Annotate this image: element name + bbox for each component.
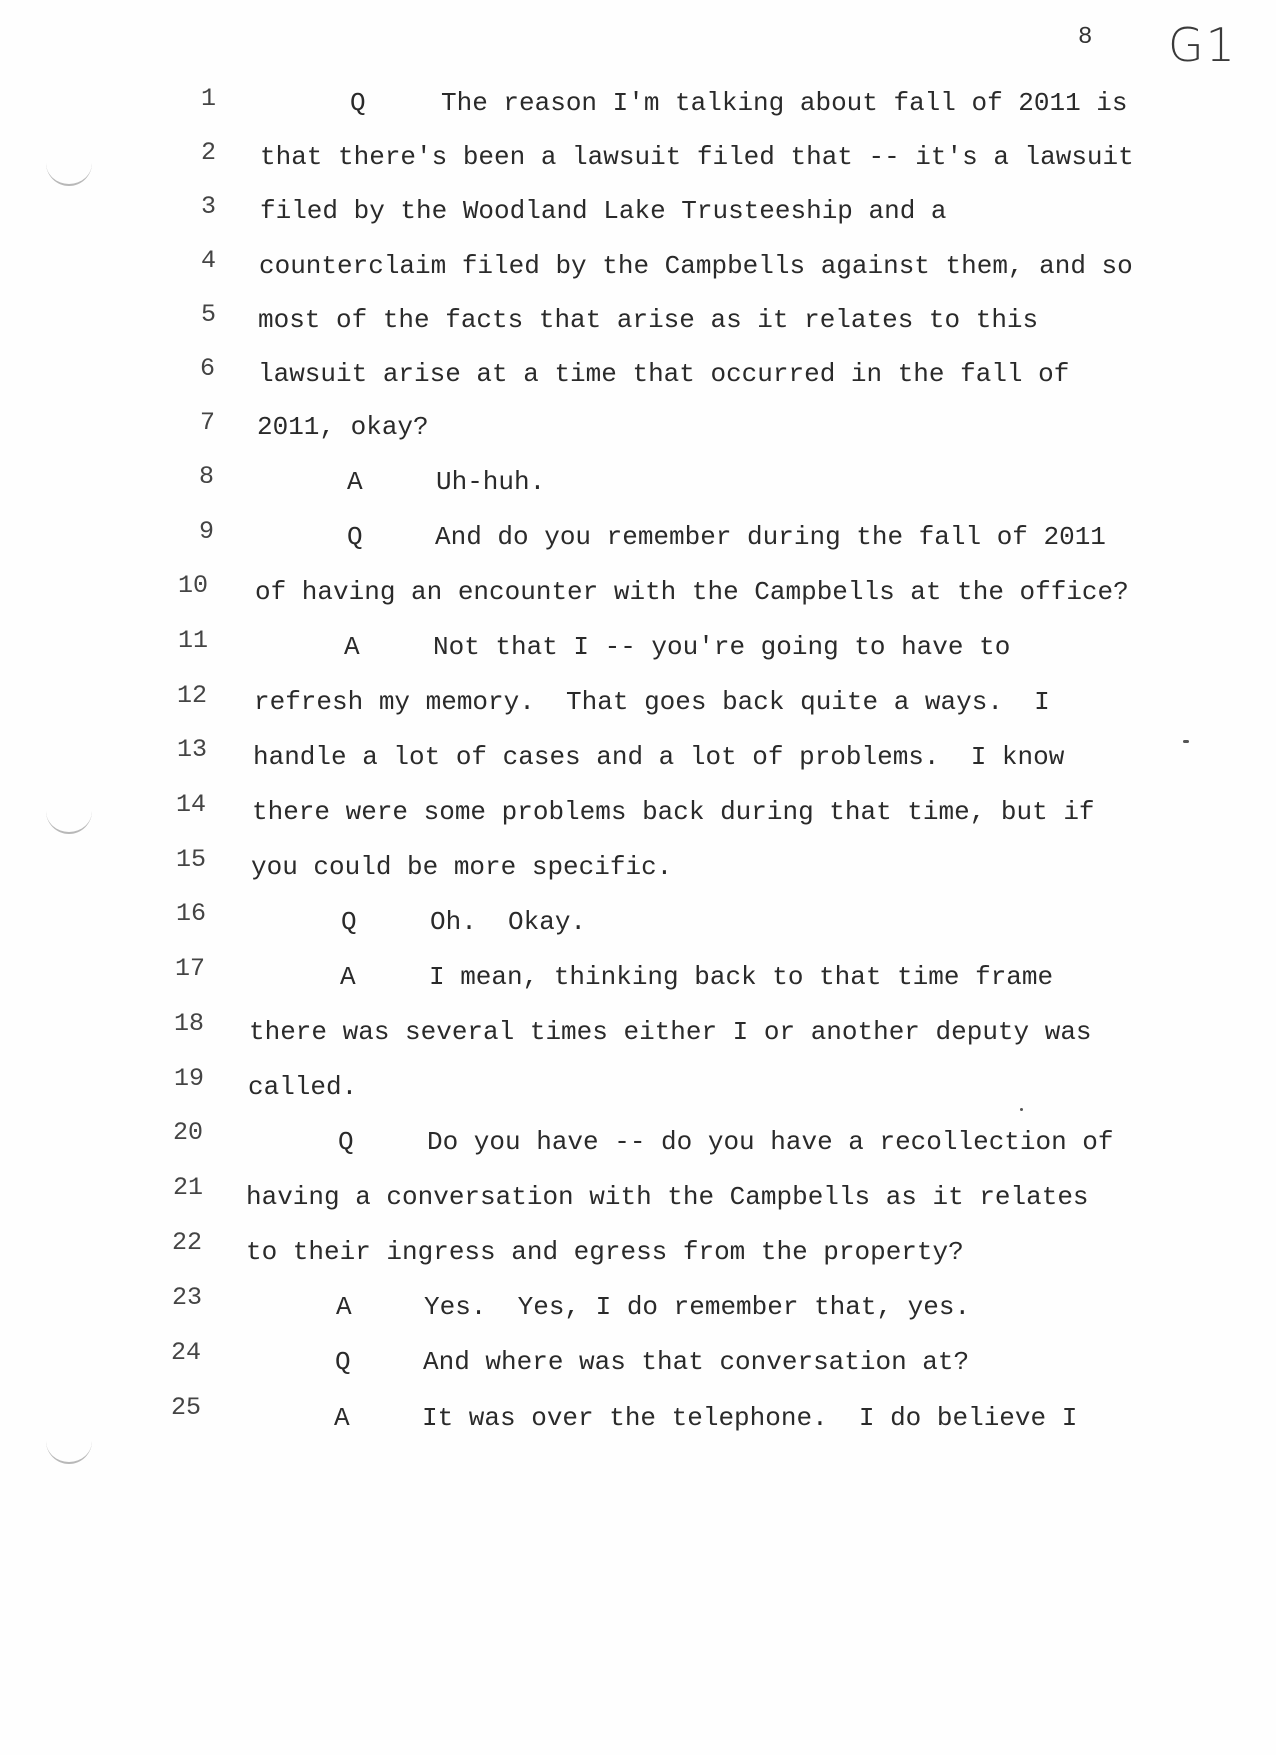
page-number: 8 [1078, 24, 1093, 51]
line-text: filed by the Woodland Lake Trusteeship and a [260, 196, 947, 226]
line-text: 2011, okay? [257, 412, 429, 442]
line-number: 13 [176, 735, 207, 764]
line-text: you could be more specific. [251, 852, 673, 882]
line-number: 15 [175, 845, 206, 874]
speaker-label: Q [335, 1347, 351, 1377]
line-text: counterclaim filed by the Campbells against them, and so [259, 251, 1133, 281]
line-text: refresh my memory. That goes back quite a ways. I [254, 687, 1050, 717]
line-number: 22 [171, 1228, 202, 1257]
line-number: 17 [174, 954, 205, 983]
punch-hole-mark [46, 160, 92, 186]
line-text: having a conversation with the Campbells as it relates [246, 1182, 1089, 1212]
scan-speck [1020, 1108, 1023, 1111]
line-number: 14 [175, 790, 206, 819]
speaker-label: A [340, 962, 356, 992]
speaker-label: A [334, 1403, 350, 1433]
line-number: 3 [200, 192, 216, 221]
line-number: 25 [170, 1393, 201, 1422]
line-text: The reason I'm talking about fall of 2011 is [441, 88, 1128, 118]
line-number: 23 [171, 1283, 202, 1312]
line-number: 2 [200, 138, 216, 167]
line-text: And do you remember during the fall of 2011 [435, 522, 1106, 552]
speaker-label: A [344, 632, 360, 662]
line-number: 19 [173, 1064, 204, 1093]
line-text: Do you have -- do you have a recollection of [427, 1127, 1114, 1157]
line-number: 9 [198, 517, 214, 546]
line-number: 11 [177, 626, 208, 655]
speaker-label: Q [338, 1127, 354, 1157]
line-text: there was several times either I or another deputy was [249, 1017, 1092, 1047]
line-number: 20 [172, 1118, 203, 1147]
punch-hole-mark [46, 1438, 92, 1464]
line-text: called. [248, 1072, 358, 1102]
scan-speck [1183, 740, 1189, 743]
line-number: 10 [177, 571, 208, 600]
line-number: 8 [198, 462, 214, 491]
line-number: 5 [200, 300, 216, 329]
line-text: handle a lot of cases and a lot of problems. I know [253, 742, 1065, 772]
punch-hole-mark [46, 808, 92, 834]
line-text: Not that I -- you're going to have to [433, 632, 1011, 662]
line-text: most of the facts that arise as it relates to this [258, 305, 1039, 335]
line-text: Oh. Okay. [430, 907, 587, 937]
line-number: 18 [173, 1009, 204, 1038]
line-number: 4 [200, 246, 216, 275]
line-text: to their ingress and egress from the property? [246, 1237, 964, 1267]
line-text: I mean, thinking back to that time frame [429, 962, 1054, 992]
line-text: It was over the telephone. I do believe I [422, 1403, 1078, 1433]
speaker-label: Q [341, 907, 357, 937]
exhibit-mark-handwritten: G1 [1168, 18, 1237, 72]
line-text: And where was that conversation at? [423, 1347, 970, 1377]
line-number: 7 [199, 408, 215, 437]
line-number: 24 [170, 1338, 201, 1367]
speaker-label: Q [347, 522, 363, 552]
line-number: 6 [199, 354, 215, 383]
line-text: Uh-huh. [436, 467, 546, 497]
line-number: 1 [200, 84, 216, 113]
line-text: that there's been a lawsuit filed that -- it's a lawsuit [260, 142, 1134, 172]
line-text: of having an encounter with the Campbells at the office? [255, 577, 1129, 607]
line-text: Yes. Yes, I do remember that, yes. [424, 1292, 971, 1322]
line-text: lawsuit arise at a time that occurred in the fall of [258, 359, 1070, 389]
line-number: 16 [175, 899, 206, 928]
speaker-label: A [347, 467, 363, 497]
speaker-label: Q [350, 88, 366, 118]
line-number: 21 [172, 1173, 203, 1202]
line-text: there were some problems back during that time, but if [252, 797, 1095, 827]
speaker-label: A [336, 1292, 352, 1322]
line-number: 12 [176, 681, 207, 710]
